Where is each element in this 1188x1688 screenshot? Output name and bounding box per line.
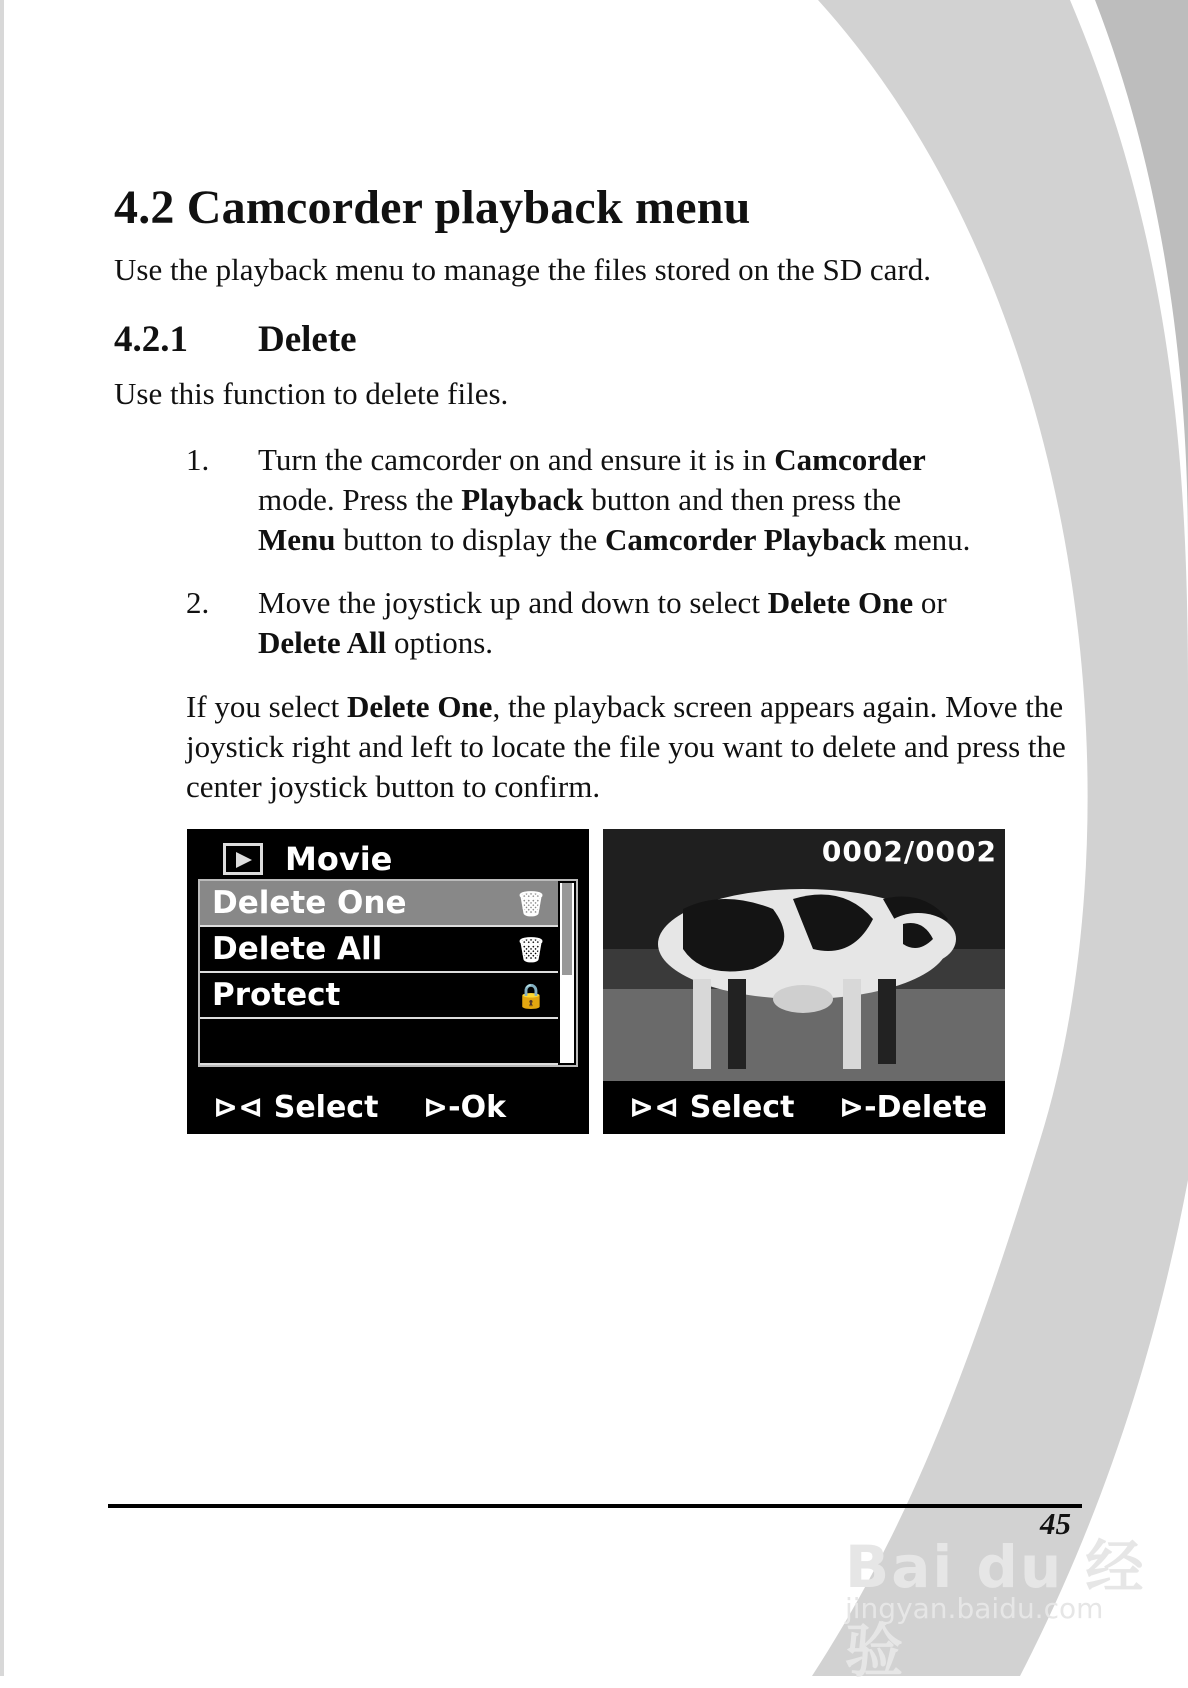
step-number: 1. xyxy=(186,442,210,477)
menu-item-delete-all[interactable]: Delete All 🗑 xyxy=(200,927,558,973)
watermark-url: jingyan.baidu.com xyxy=(845,1592,1104,1625)
delete-one-paragraph: If you select Delete One, the playback screen appears again. Move the joystick right and left to locate the file you want to delete and press the center joystick button to confirm. xyxy=(186,689,1066,804)
menu-scrollbar[interactable] xyxy=(560,883,574,1063)
playback-menu-screenshot xyxy=(187,829,589,1134)
step-text: Move the joystick up and down to select Delete One or Delete All options. xyxy=(258,585,947,660)
trash-all-icon: 🗑 xyxy=(516,936,547,964)
page-number: 45 xyxy=(1040,1506,1071,1541)
section-intro: Use the playback menu to manage the files stored on the SD card. xyxy=(114,252,931,287)
watermark-logo: Bai du 经验 xyxy=(845,1533,1146,1685)
subsection-heading xyxy=(114,318,357,361)
menu-title: Movie xyxy=(285,840,393,878)
page-left-edge xyxy=(0,0,4,1676)
menu-list xyxy=(198,879,578,1067)
trash-one-icon: 🗑 xyxy=(516,890,547,918)
scrollbar-thumb[interactable] xyxy=(562,883,572,975)
lock-icon: 🔒 xyxy=(516,982,546,1010)
menu-title-bar xyxy=(223,839,392,879)
step-number: 2. xyxy=(186,585,210,620)
movie-playback-icon xyxy=(223,843,263,875)
menu-item-protect[interactable]: Protect 🔒 xyxy=(200,973,558,1019)
footer-select-hint: ⊳⊲ Select xyxy=(629,1089,795,1125)
playback-footer xyxy=(603,1080,1005,1134)
menu-item-delete-one[interactable]: Delete One 🗑 xyxy=(200,881,558,927)
footer-delete-hint: ⊳-Delete xyxy=(839,1089,988,1125)
menu-item-empty xyxy=(200,1019,558,1065)
file-counter: 0002/0002 xyxy=(821,835,997,868)
step-text: Turn the camcorder on and ensure it is in Camcorder mode. Press the Playback button and then press the Menu button to display the Camcorder Playback menu. xyxy=(258,442,971,557)
footer-rule xyxy=(108,1504,1082,1508)
menu-footer xyxy=(187,1080,589,1134)
section-heading: 4.2 Camcorder playback menu xyxy=(114,181,751,234)
subsection-lead: Use this function to delete files. xyxy=(114,376,509,411)
footer-ok-hint: ⊳-Ok xyxy=(423,1089,507,1125)
baidu-watermark xyxy=(845,1520,1188,1688)
subsection-number: 4.2.1 xyxy=(114,319,188,360)
footer-select-hint: ⊳⊲ Select xyxy=(213,1089,379,1125)
subsection-title: Delete xyxy=(258,319,357,360)
playback-screen-screenshot xyxy=(603,829,1005,1134)
